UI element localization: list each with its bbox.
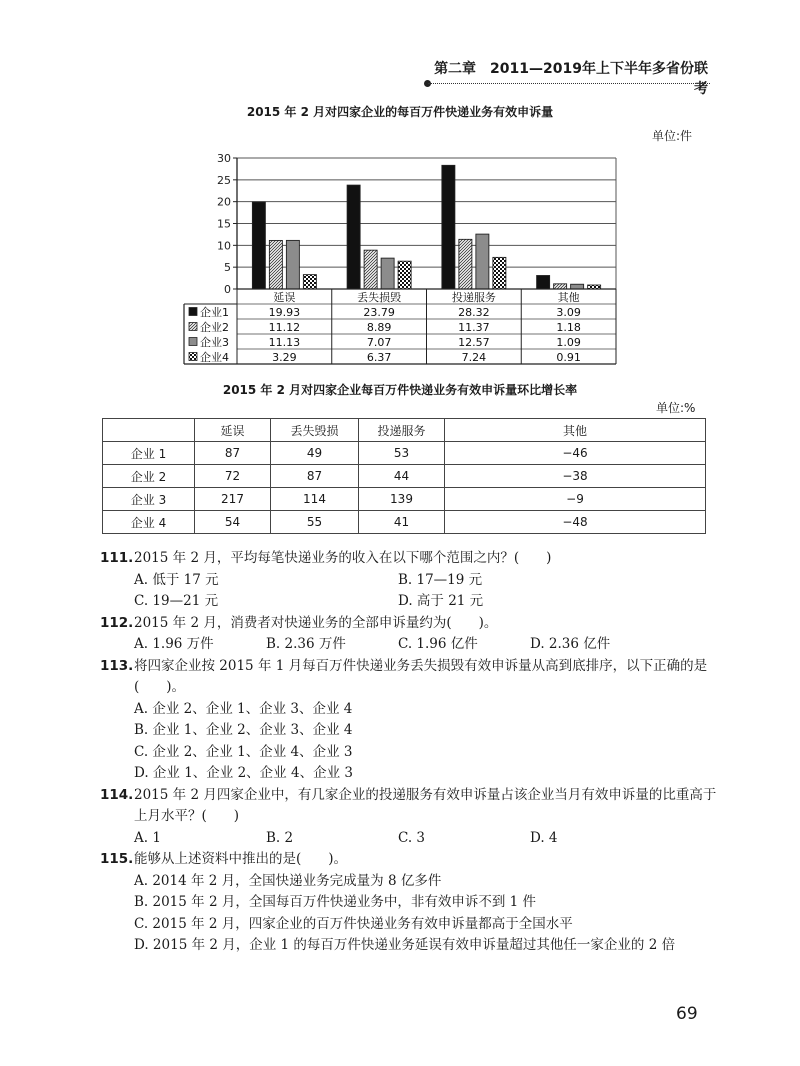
bar <box>537 276 550 289</box>
x-category-label: 其他 <box>557 291 580 304</box>
data-label: 11.37 <box>458 321 490 334</box>
bar <box>269 240 282 289</box>
table-cell: 55 <box>271 511 359 534</box>
question-stem: 能够从上述资料中推出的是( )。 <box>134 851 348 867</box>
option-c[interactable]: C. 1.96 亿件 <box>398 636 478 652</box>
growth-table <box>102 418 706 534</box>
data-label: 6.37 <box>366 351 392 364</box>
legend-label: 企业4 <box>200 351 229 364</box>
table-header-cell: 丢失毁损 <box>271 419 359 442</box>
option-d[interactable]: D. 2015 年 2 月，企业 1 的每百万件快递业务延误有效申诉量超过其他任一家企业的 2 倍 <box>134 937 676 953</box>
data-label: 19.93 <box>268 306 301 319</box>
table-cell: 87 <box>195 442 271 465</box>
table-row <box>103 488 706 511</box>
option-c[interactable]: C. 19—21 元 <box>134 593 219 609</box>
legend-label: 企业3 <box>200 336 229 349</box>
table-cell: 企业 2 <box>103 465 195 488</box>
table-cell: 44 <box>359 465 445 488</box>
table-row <box>103 511 706 534</box>
bar <box>476 234 489 289</box>
table-cell: 54 <box>195 511 271 534</box>
option-a[interactable]: A. 2014 年 2 月，全国快递业务完成量为 8 亿多件 <box>134 872 442 889</box>
table-cell: −9 <box>445 488 706 511</box>
y-tick-label: 0 <box>224 283 231 296</box>
data-label: 1.18 <box>556 321 581 334</box>
question-number: 113. <box>100 657 134 674</box>
option-b[interactable]: B. 2015 年 2 月，全国每百万件快递业务中，非有效申诉不到 1 件 <box>134 894 536 910</box>
bar <box>303 275 316 289</box>
option-b[interactable]: B. 企业 1、企业 2、企业 3、企业 4 <box>134 722 353 738</box>
legend-swatch <box>189 338 197 346</box>
legend-swatch <box>189 353 197 361</box>
y-tick-label: 10 <box>217 239 231 253</box>
data-label: 28.32 <box>458 306 490 319</box>
question-list <box>100 548 720 957</box>
table-header-cell: 其他 <box>445 419 706 442</box>
table-cell: −46 <box>445 442 706 465</box>
question-stem: 将四家企业按 2015 年 1 月每百万件快递业务丢失损毁有效申诉量从高到底排序，以下正确的是( )。 <box>134 657 708 695</box>
table-row <box>103 442 706 465</box>
data-label: 11.13 <box>268 336 301 349</box>
table-row <box>103 465 706 488</box>
table-cell: 41 <box>359 511 445 534</box>
option-c[interactable]: C. 企业 2、企业 1、企业 4、企业 3 <box>134 743 353 760</box>
table-cell: −38 <box>445 465 706 488</box>
table-cell: 114 <box>271 488 359 511</box>
y-tick-label: 20 <box>217 195 231 209</box>
option-a[interactable]: A. 1.96 万件 <box>134 636 214 652</box>
question-number: 112. <box>100 614 134 631</box>
table-cell: 企业 1 <box>103 442 195 465</box>
table-cell: 72 <box>195 465 271 488</box>
question-115 <box>100 849 720 871</box>
bar <box>286 240 299 289</box>
option-c[interactable]: C. 2015 年 2 月，四家企业的百万件快递业务有效申诉量都高于全国水平 <box>134 915 573 932</box>
table-header-row <box>103 419 706 442</box>
table-cell: −48 <box>445 511 706 534</box>
option-a[interactable]: A. 1 <box>134 829 161 846</box>
data-label: 7.24 <box>461 351 487 364</box>
option-d[interactable]: D. 2.36 亿件 <box>530 636 611 652</box>
table-cell: 49 <box>271 442 359 465</box>
legend-swatch <box>189 323 197 331</box>
bar <box>364 250 377 289</box>
table-cell: 企业 3 <box>103 488 195 511</box>
y-tick-label: 5 <box>224 261 231 275</box>
chart-unit: 单位:件 <box>652 129 693 143</box>
y-tick-label: 30 <box>217 152 231 165</box>
data-label: 3.29 <box>272 351 297 364</box>
bar <box>554 284 567 289</box>
running-header: 第二章 2011—2019年上下半年多省份联考 <box>434 61 708 97</box>
data-label: 23.79 <box>363 306 395 319</box>
legend-label: 企业1 <box>200 306 229 319</box>
x-category-label: 延误 <box>273 291 296 304</box>
data-label: 1.09 <box>556 336 581 349</box>
bar <box>459 239 472 289</box>
question-111 <box>100 548 720 570</box>
option-d[interactable]: D. 高于 21 元 <box>398 593 484 609</box>
bar-chart <box>0 0 800 380</box>
bar <box>252 202 265 289</box>
data-label: 8.89 <box>366 321 392 334</box>
bar <box>571 284 584 289</box>
table-header-cell <box>103 419 195 442</box>
y-tick-label: 25 <box>217 173 231 187</box>
question-stem: 2015 年 2 月，平均每笔快递业务的收入在以下哪个范围之内？( ) <box>134 550 552 566</box>
question-112 <box>100 613 720 635</box>
option-b[interactable]: B. 2 <box>266 829 294 846</box>
option-d[interactable]: D. 4 <box>530 829 558 846</box>
data-label: 0.91 <box>556 351 581 364</box>
table-cell: 企业 4 <box>103 511 195 534</box>
option-d[interactable]: D. 企业 1、企业 2、企业 4、企业 3 <box>134 765 353 781</box>
x-category-label: 丢失损毁 <box>357 291 402 304</box>
table-cell: 53 <box>359 442 445 465</box>
question-stem: 2015 年 2 月四家企业中，有几家企业的投递服务有效申诉量占该企业当月有效申诉量的比重高于上月水平？( ) <box>134 786 717 824</box>
chart-title: 2015 年 2 月对四家企业的每百万件快递业务有效申诉量 <box>246 105 554 119</box>
data-label: 11.12 <box>268 321 301 334</box>
table-header-cell: 投递服务 <box>359 419 445 442</box>
table-cell: 217 <box>195 488 271 511</box>
bar <box>493 257 506 289</box>
option-a[interactable]: A. 低于 17 元 <box>134 571 219 588</box>
question-114 <box>100 785 720 828</box>
page-number: 69 <box>676 1004 698 1024</box>
bar <box>381 258 394 289</box>
bar <box>347 185 360 289</box>
question-113 <box>100 656 720 699</box>
option-b[interactable]: B. 2.36 万件 <box>266 636 346 652</box>
legend-swatch <box>189 308 197 316</box>
option-a[interactable]: A. 企业 2、企业 1、企业 3、企业 4 <box>134 700 353 717</box>
table-cell: 87 <box>271 465 359 488</box>
table-cell: 139 <box>359 488 445 511</box>
legend-label: 企业2 <box>200 321 229 334</box>
y-tick-label: 15 <box>217 217 231 231</box>
table-unit: 单位:% <box>656 401 696 415</box>
x-category-label: 投递服务 <box>451 291 496 304</box>
data-label: 7.07 <box>366 336 392 349</box>
question-number: 111. <box>100 550 134 566</box>
question-stem: 2015 年 2 月，消费者对快递业务的全部申诉量约为( )。 <box>134 614 498 631</box>
option-b[interactable]: B. 17—19 元 <box>398 571 483 588</box>
data-label: 12.57 <box>458 336 490 349</box>
question-number: 114. <box>100 786 134 803</box>
table-header-cell: 延误 <box>195 419 271 442</box>
bar <box>398 261 411 289</box>
bar <box>442 165 455 289</box>
data-label: 3.09 <box>556 306 581 319</box>
option-c[interactable]: C. 3 <box>398 829 426 846</box>
question-number: 115. <box>100 851 134 867</box>
table-title: 2015 年 2 月对四家企业每百万件快递业务有效申诉量环比增长率 <box>222 383 578 397</box>
